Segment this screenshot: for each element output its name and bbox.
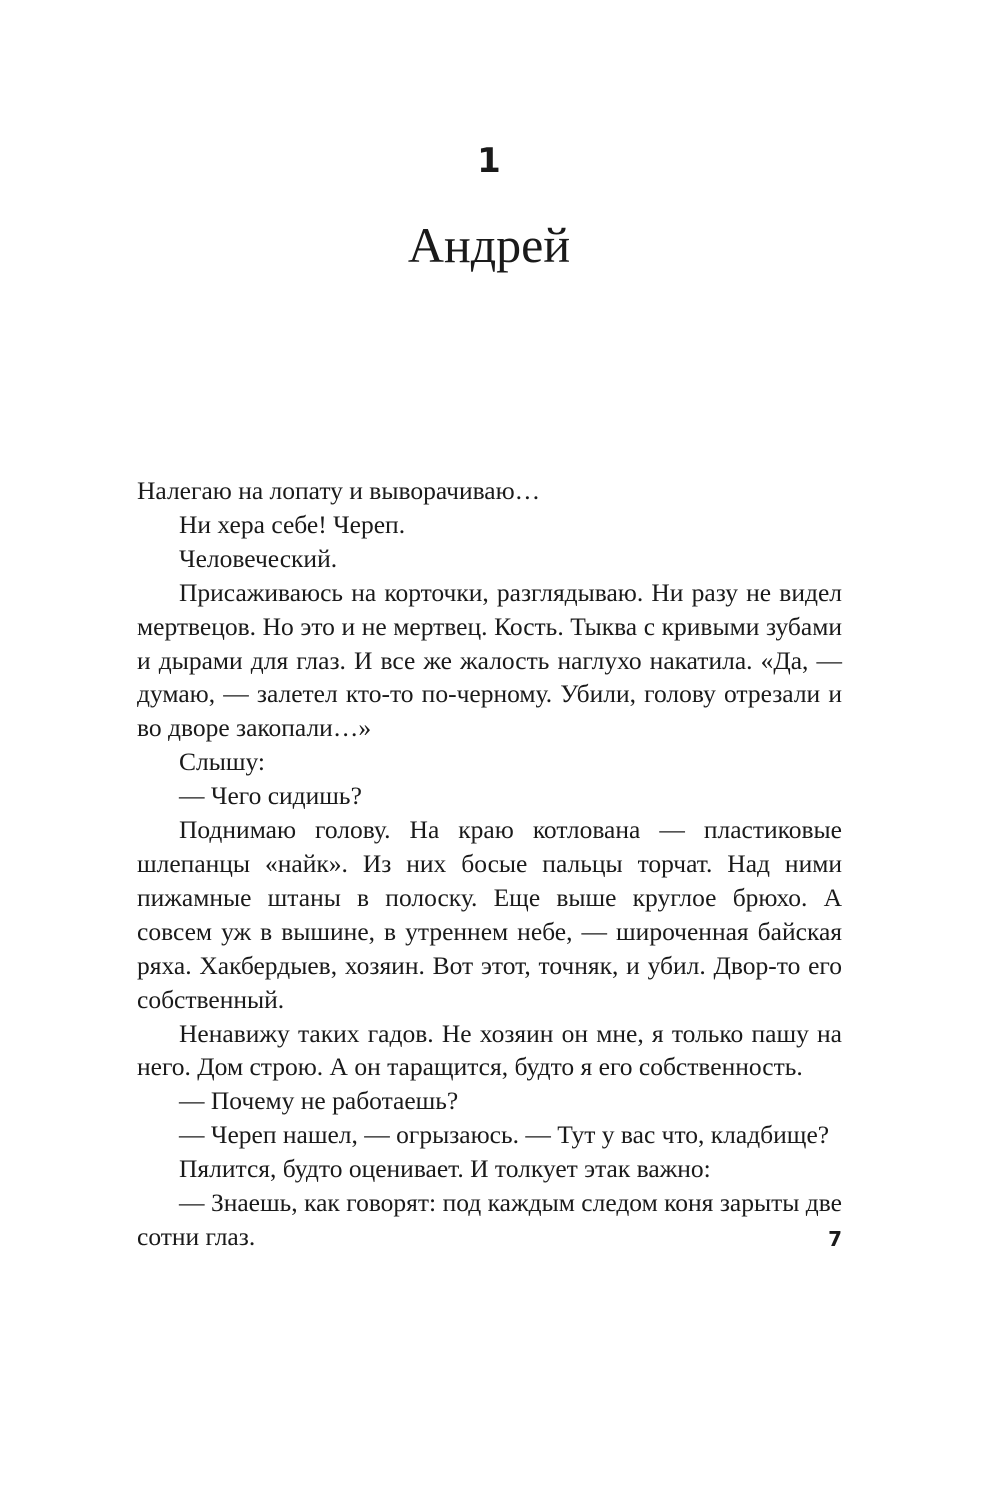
dialogue-line: — Череп нашел, — огрызаюсь. — Тут у вас что, кладбище?: [179, 1120, 830, 1150]
paragraph: Пялится, будто оценивает. И толкует этак важно:: [179, 1154, 711, 1184]
paragraph: Ни хера себе! Череп.: [179, 509, 406, 539]
dialogue-line: — Чего сидишь?: [179, 781, 362, 811]
body-text: [137, 474, 842, 1254]
page-number: 7: [828, 1227, 842, 1251]
paragraph: Налегаю на лопату и выворачиваю…: [137, 476, 541, 505]
paragraph: Поднимаю голову. На краю котлована — пластиковые шлепанцы «найк». Из них босые пальцы торчат. Над ними пижамные штаны в полоску. Еще выше круглое брюхо. А совсем уж в вышине, в утреннем небе, — широченная байская ряха. Хакбердыев, хозяин. Вот этот, точняк, и убил. Двор-то его собственный.: [137, 815, 842, 1014]
chapter-number: 1: [477, 141, 501, 181]
paragraph: Человеческий.: [179, 543, 338, 573]
dialogue-line: — Почему не работаешь?: [179, 1086, 459, 1116]
chapter-title: Андрей: [407, 217, 571, 273]
paragraph: Присаживаюсь на корточки, разглядываю. Ни разу не видел мертвецов. Но это и не мертвец. Кость. Тыква с кривыми зубами и дырами для глаз. И все же жалость наглухо накатила. «Да, — думаю, — залетел кто-то по-черному. Убили, голову отрезали и во дворе закопали…»: [137, 577, 842, 743]
paragraph: Ненавижу таких гадов. Не хозяин он мне, я только пашу на него. Дом строю. А он таращится, будто я его собственность.: [137, 1018, 842, 1082]
dialogue-line: — Знаешь, как говорят: под каждым следом коня зарыты две сотни глаз.: [137, 1188, 842, 1251]
paragraph: Слышу:: [179, 747, 266, 777]
